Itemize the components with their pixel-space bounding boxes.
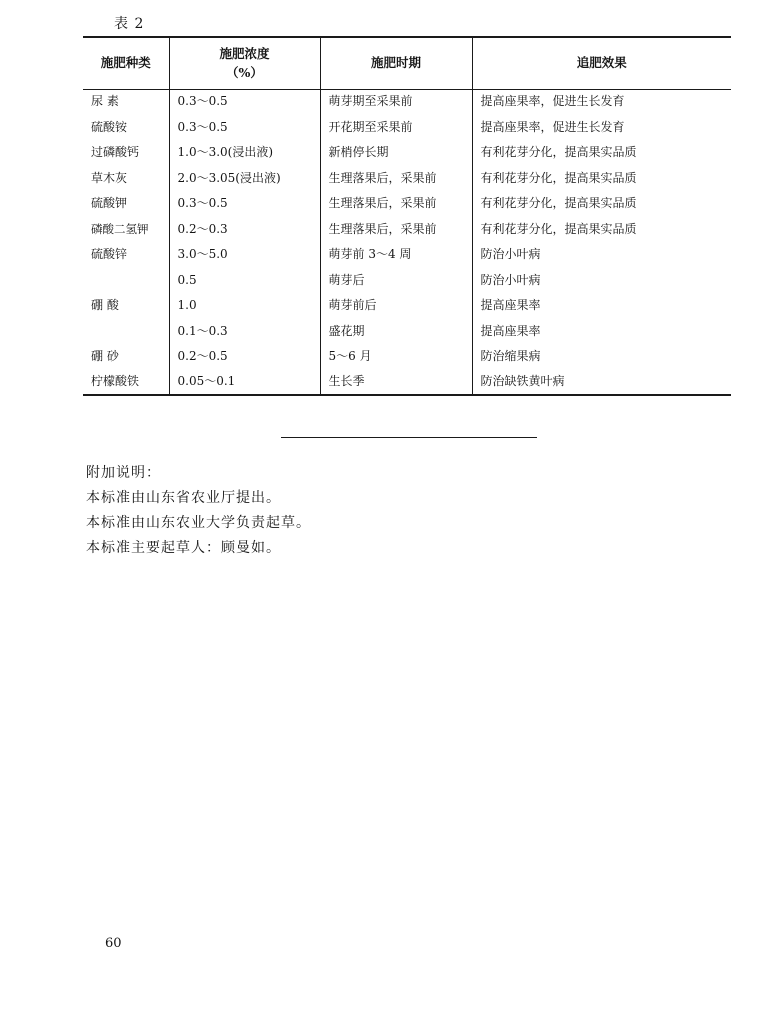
cell-concentration: 1.0～3.0(浸出液) — [169, 140, 320, 166]
cell-concentration: 0.2～0.3 — [169, 217, 320, 243]
cell-effect: 防治缺铁黄叶病 — [472, 370, 731, 396]
cell-effect: 提高座果率，促进生长发育 — [472, 115, 731, 141]
cell-concentration: 0.5 — [169, 268, 320, 294]
cell-effect: 有利花芽分化，提高果实品质 — [472, 166, 731, 192]
cell-period: 盛花期 — [320, 319, 472, 345]
cell-type: 磷酸二氢钾 — [91, 222, 149, 237]
cell-period: 萌芽后 — [320, 268, 472, 294]
cell-type — [83, 268, 169, 294]
cell-effect: 防治缩果病 — [472, 344, 731, 370]
section-divider — [281, 437, 537, 438]
cell-period: 开花期至采果前 — [320, 115, 472, 141]
header-concentration-unit: （%） — [226, 65, 263, 81]
table-row — [83, 89, 731, 115]
header-concentration-label: 施肥浓度 — [219, 45, 270, 61]
cell-period: 生理落果后，采果前 — [320, 191, 472, 217]
cell-period: 萌芽前后 — [320, 293, 472, 319]
fertilizer-table — [83, 36, 731, 396]
cell-type: 过磷酸钙 — [91, 145, 140, 160]
cell-period: 萌芽期至采果前 — [320, 89, 472, 115]
cell-concentration: 1.0 — [169, 293, 320, 319]
cell-effect: 提高座果率 — [472, 293, 731, 319]
table-row — [83, 166, 731, 192]
notes-drafter: 本标准由山东农业大学负责起草。 — [86, 515, 311, 531]
cell-type: 柠檬酸铁 — [91, 374, 140, 389]
table-caption: 表 2 — [114, 16, 145, 32]
table-row — [83, 191, 731, 217]
cell-concentration: 0.3～0.5 — [169, 89, 320, 115]
table-row — [83, 115, 731, 141]
cell-period: 生长季 — [320, 370, 472, 396]
cell-effect: 有利花芽分化，提高果实品质 — [472, 191, 731, 217]
header-concentration — [169, 37, 320, 89]
table-row — [83, 293, 731, 319]
cell-concentration: 0.3～0.5 — [169, 115, 320, 141]
cell-effect: 有利花芽分化，提高果实品质 — [472, 140, 731, 166]
table-row — [83, 370, 731, 396]
cell-effect: 防治小叶病 — [472, 268, 731, 294]
notes-proposer: 本标准由山东省农业厅提出。 — [86, 490, 281, 506]
additional-notes — [86, 461, 311, 561]
table-row — [83, 140, 731, 166]
header-period: 施肥时期 — [320, 37, 472, 89]
cell-effect: 提高座果率，促进生长发育 — [472, 89, 731, 115]
cell-type: 硫酸铵 — [91, 119, 128, 134]
cell-period: 新梢停长期 — [320, 140, 472, 166]
cell-concentration: 3.0～5.0 — [169, 242, 320, 268]
cell-effect: 防治小叶病 — [472, 242, 731, 268]
table-row — [83, 242, 731, 268]
cell-concentration: 0.2～0.5 — [169, 344, 320, 370]
cell-type: 草木灰 — [91, 170, 128, 185]
cell-concentration: 2.0～3.05(浸出液) — [169, 166, 320, 192]
cell-type: 尿 素 — [91, 94, 119, 109]
cell-period: 生理落果后，采果前 — [320, 217, 472, 243]
cell-period: 萌芽前 3～4 周 — [320, 242, 472, 268]
cell-effect: 有利花芽分化，提高果实品质 — [472, 217, 731, 243]
cell-concentration: 0.1～0.3 — [169, 319, 320, 345]
cell-period: 生理落果后，采果前 — [320, 166, 472, 192]
notes-heading: 附加说明： — [86, 465, 161, 481]
header-effect: 追肥效果 — [472, 37, 731, 89]
cell-concentration: 0.3～0.5 — [169, 191, 320, 217]
cell-concentration: 0.05～0.1 — [169, 370, 320, 396]
table-row — [83, 217, 731, 243]
header-fertilizer-type: 施肥种类 — [100, 55, 151, 71]
notes-author: 本标准主要起草人：顾曼如。 — [86, 540, 281, 556]
cell-type: 硫酸钾 — [91, 196, 128, 211]
table-row — [83, 268, 731, 294]
cell-type: 硼 砂 — [91, 349, 119, 364]
cell-period: 5～6 月 — [320, 344, 472, 370]
cell-type: 硼 酸 — [91, 298, 119, 313]
table-header-row — [83, 37, 731, 89]
cell-type: 硫酸锌 — [91, 247, 128, 262]
cell-effect: 提高座果率 — [472, 319, 731, 345]
table-row — [83, 319, 731, 345]
table-row — [83, 344, 731, 370]
page-number: 60 — [105, 936, 122, 951]
cell-type — [83, 319, 169, 345]
